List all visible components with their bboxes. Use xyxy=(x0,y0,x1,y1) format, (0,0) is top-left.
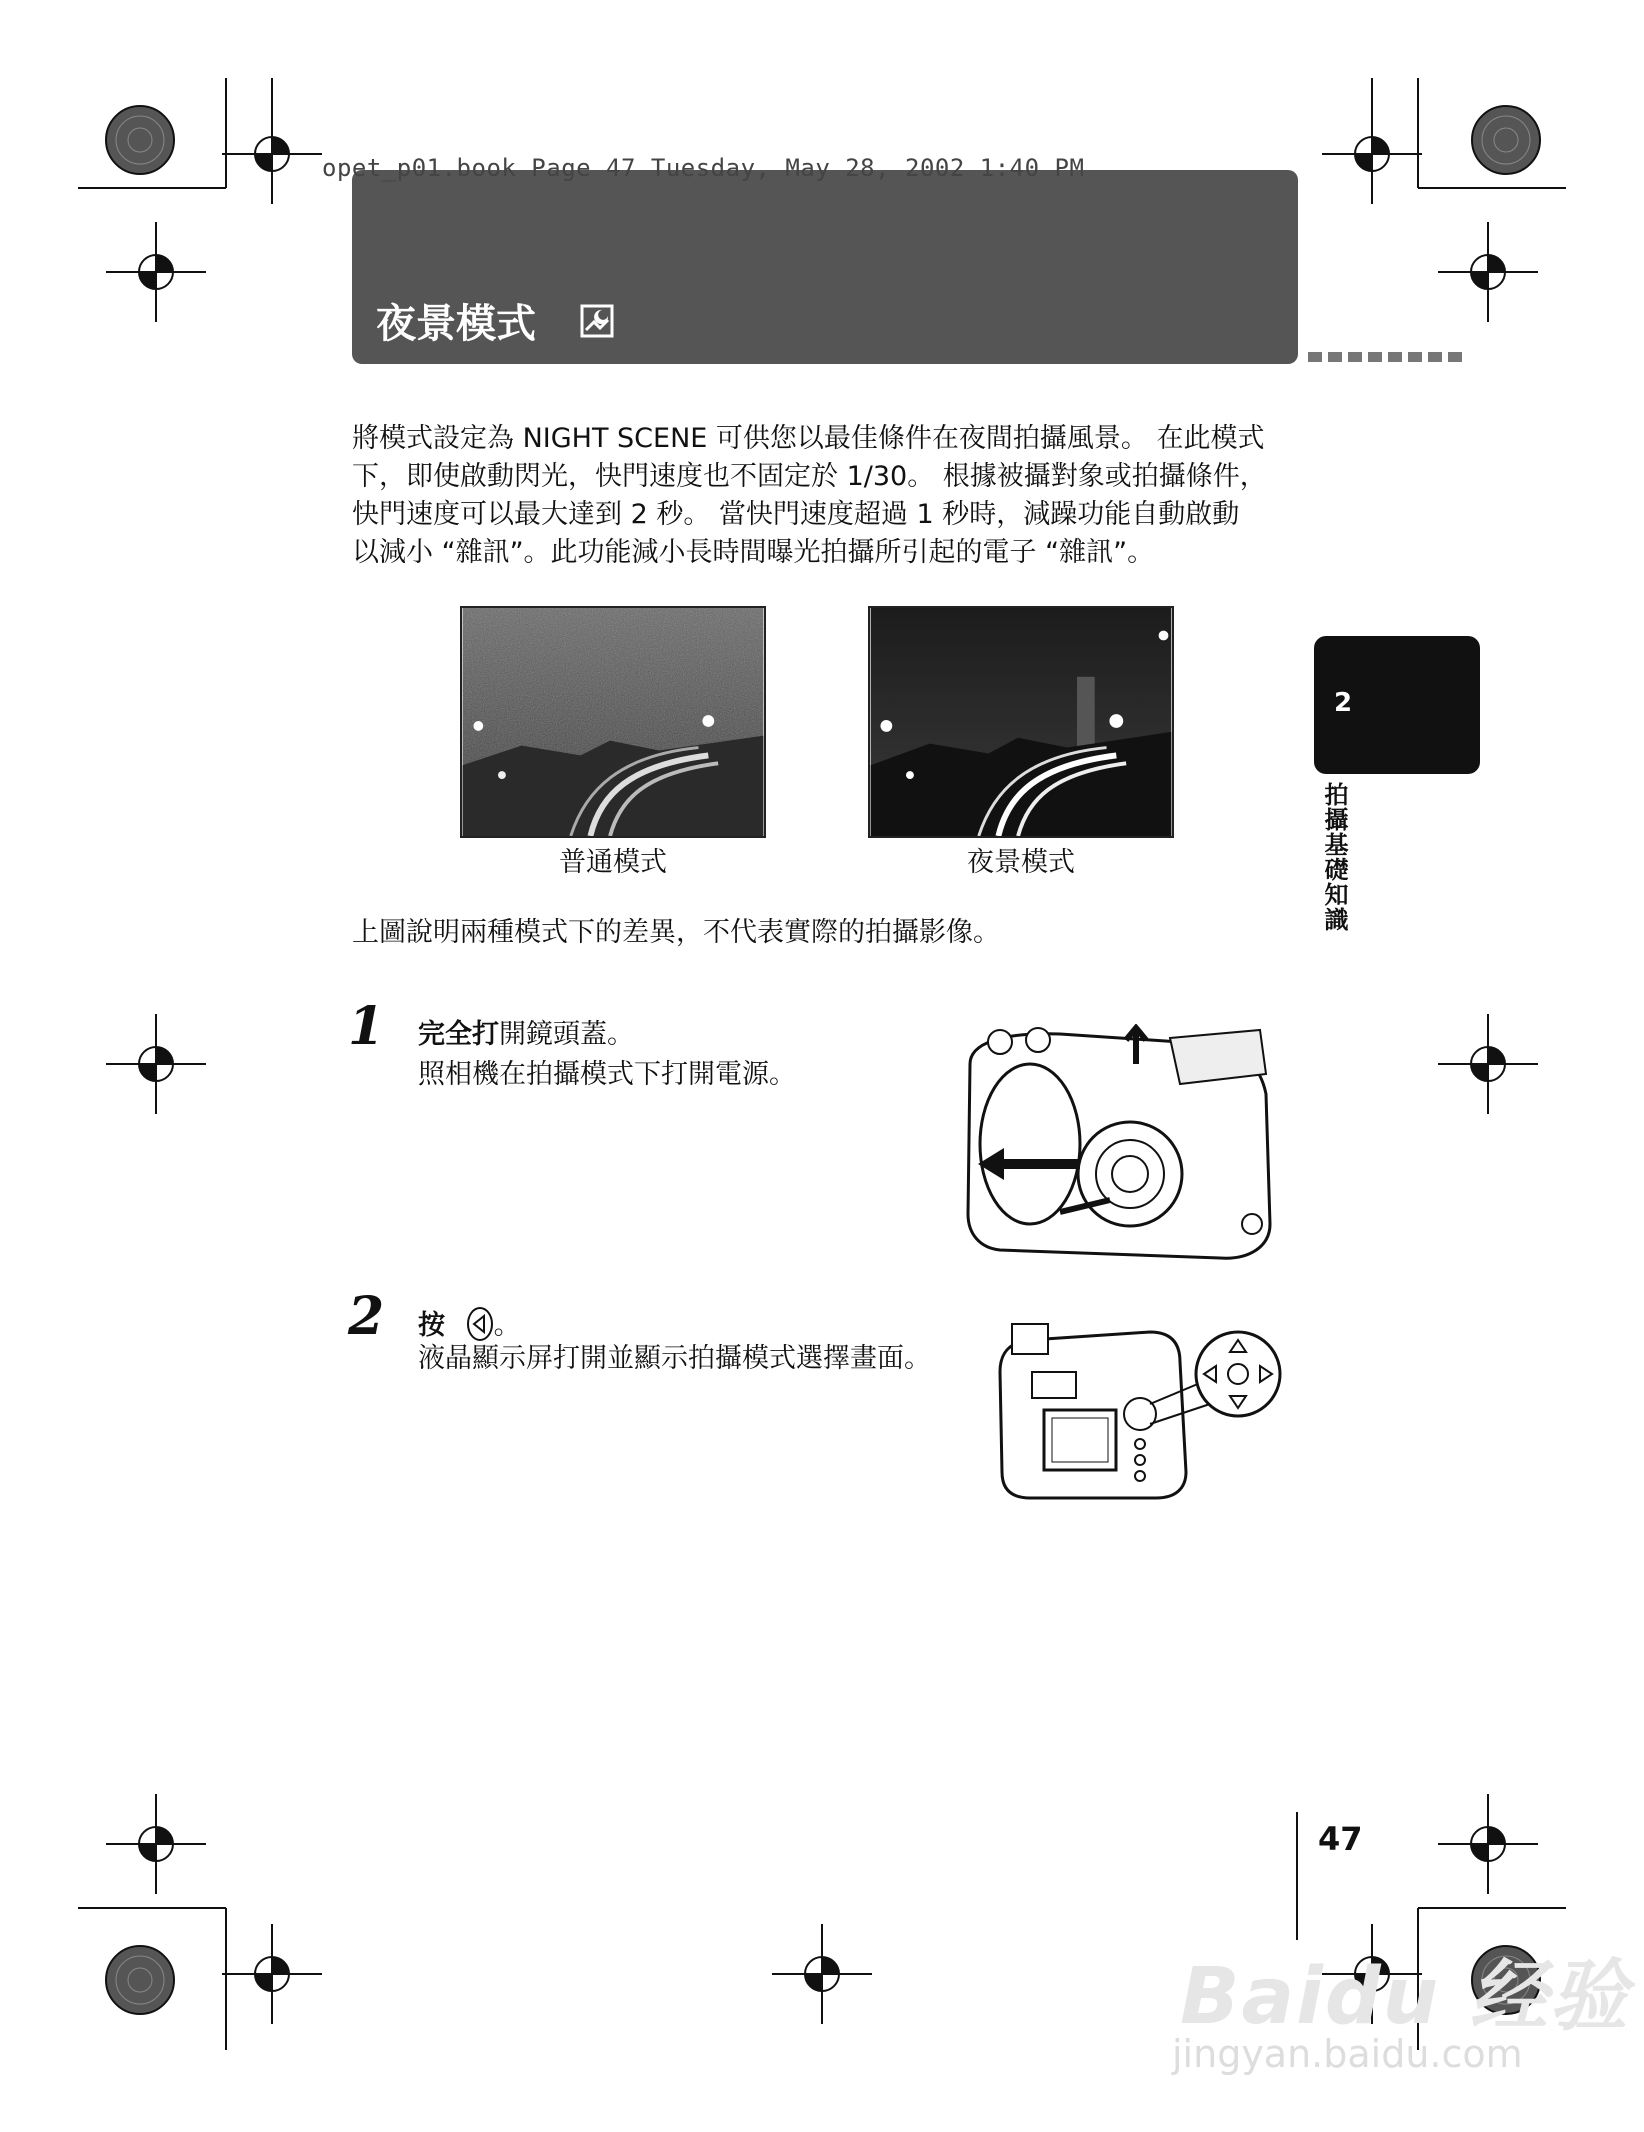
intro-line: 快門速度可以最大達到 2 秒。 當快門速度超過 1 秒時，減躁功能自動啟動 xyxy=(352,499,1240,530)
banner-dash-decoration xyxy=(1308,352,1472,364)
step-title-suffix: 。 xyxy=(493,1310,521,1341)
page-number: 47 xyxy=(1318,1820,1363,1858)
step-number: 1 xyxy=(348,996,385,1057)
intro-line: 將模式設定為 NIGHT SCENE 可供您以最佳條件在夜間拍攝風景。 在此模式 xyxy=(352,423,1265,454)
night-mode-photo xyxy=(868,606,1174,838)
intro-line: 以減小 “雜訊”。此功能減小長時間曝光拍攝所引起的電子 “雜訊”。 xyxy=(352,537,1155,568)
step-title xyxy=(418,1016,634,1054)
step-description: 照相機在拍攝模式下打開電源。 xyxy=(418,1059,796,1090)
step-title-bold: 完全打 xyxy=(418,1019,499,1050)
intro-line: 下，即使啟動閃光，快門速度也不固定於 1/30。 根據被攝對象或拍攝條件， xyxy=(352,461,1267,492)
watermark-url: jingyan.baidu.com xyxy=(1172,2032,1523,2076)
step-title-prefix: 按 xyxy=(418,1310,445,1341)
left-arrow-button-icon xyxy=(466,1306,494,1342)
camera-back-illustration xyxy=(990,1302,1290,1502)
print-header: opet_p01.book Page 47 Tuesday, May 28, 2002 1:40 PM xyxy=(322,154,1085,182)
step-title-rest: 開鏡頭蓋。 xyxy=(499,1019,634,1050)
chapter-number: 2 xyxy=(1334,688,1353,718)
night-scene-icon xyxy=(580,304,614,338)
camera-lens-cover-illustration xyxy=(960,1024,1280,1268)
page-number-rule xyxy=(1296,1812,1298,1940)
chapter-label: 拍攝基礎知識 xyxy=(1320,782,1348,932)
step-description: 液晶顯示屏打開並顯示拍攝模式選擇畫面。 xyxy=(418,1343,931,1374)
photo-note: 上圖說明兩種模式下的差異，不代表實際的拍攝影像。 xyxy=(352,917,1000,948)
normal-mode-caption: 普通模式 xyxy=(559,847,667,878)
page-title: 夜景模式 xyxy=(376,301,536,347)
normal-mode-photo xyxy=(460,606,766,838)
watermark-brand: Baidu 经验 xyxy=(1180,1952,1630,2042)
step-number: 2 xyxy=(348,1286,385,1347)
intro-paragraph xyxy=(352,420,1292,572)
night-mode-caption: 夜景模式 xyxy=(967,847,1075,878)
